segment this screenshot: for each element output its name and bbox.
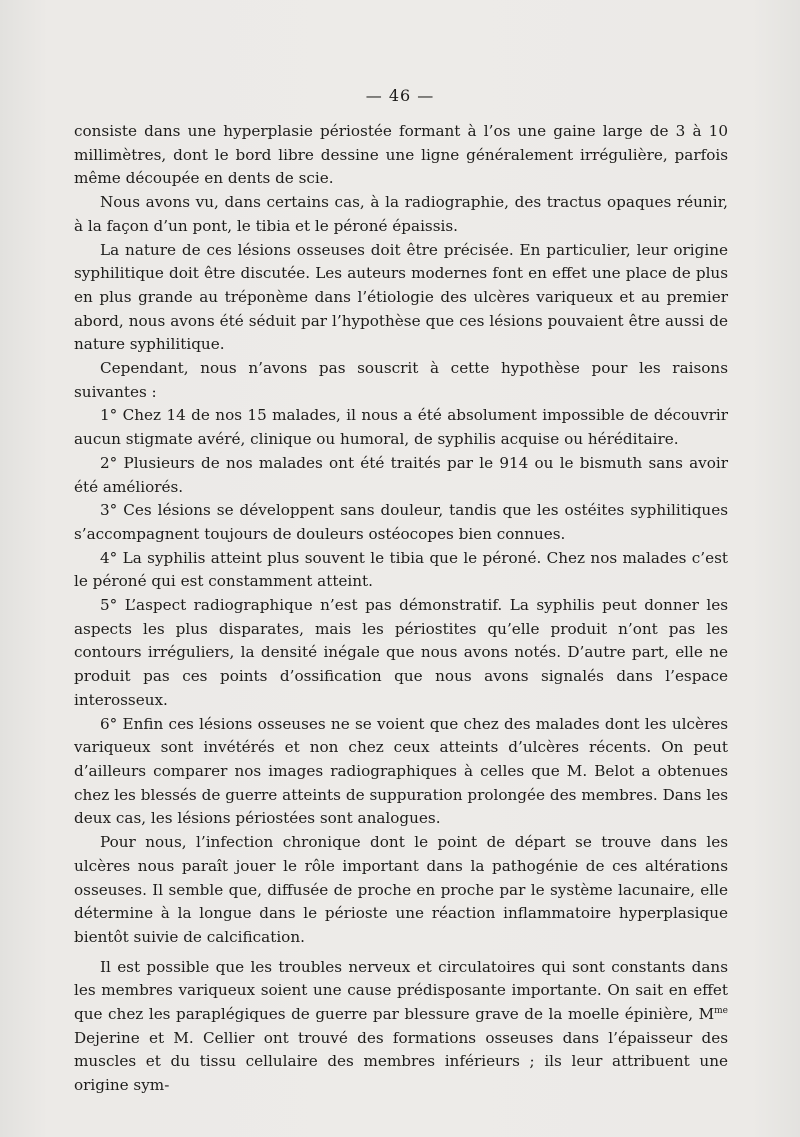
paragraph-reasons-intro: Cependant, nous n’avons pas souscrit à cette hypothèse pour les raisons suivantes : [74, 359, 728, 401]
paragraph-reason-5: 5° L’aspect radiographique n’est pas démonstratif. La syphilis peut donner les aspects les plus disparates, mais les périostites qu’elle produit n’ont pas les contours irréguliers, la densité inégale que nous avons notés. D’autre part, elle ne produit pas ces points d’ossification que nous avons signalés dans l’espace interosseux. [74, 596, 728, 709]
paragraph-text-after-superscript: Dejerine et M. Cellier ont trouvé des formations osseuses dans l’épaisseur des muscles et du tissu cellulaire des membres inférieurs ; ils leur attribuent une origine sym- [74, 1028, 728, 1095]
body-text [74, 120, 728, 1098]
paragraph-reason-1: 1° Chez 14 de nos 15 malades, il nous a été absolument impossible de découvrir aucun stigmate avéré, clinique ou humoral, de syphilis acquise ou héréditaire. [74, 406, 728, 449]
paragraph-nervous-troubles [74, 956, 728, 1098]
paragraph-reason-6: 6° Enfin ces lésions osseuses ne se voient que chez des malades dont les ulcères variqueux sont invétérés et non chez ceux atteints d’ulcères récents. On peut d’ailleurs comparer nos images radiographiques à celles que M. Belot a obtenues chez les blessés de guerre atteints de suppuration prolongée des membres. Dans les deux cas, les lésions périostées sont analogues. [74, 714, 728, 828]
page-number: — 46 — [365, 86, 435, 105]
paragraph-radiography: Nous avons vu, dans certains cas, à la radiographie, des tractus opaques réunir, à la façon d’un pont, le tibia et le péroné épaissis. [74, 193, 728, 235]
paragraph-continuation: consiste dans une hyperplasie périostée formant à l’os une gaine large de 3 à 10 millimètres, dont le bord libre dessine une ligne généralement irrégulière, parfois même découpée en dents de scie. [74, 122, 728, 188]
paragraph-text-before-superscript: Il est possible que les troubles nerveux et circulatoires qui sont constants dans les membres variqueux soient une cause prédisposante importante. On sait en effet que chez les paraplégiques de guerre par blessure grave de la moelle épinière, M [74, 957, 728, 1024]
paragraph-reason-3: 3° Ces lésions se développent sans douleur, tandis que les ostéites syphilitiques s’accompagnent toujours de douleurs ostéocopes bien connues. [74, 501, 728, 543]
paragraph-reason-4: 4° La syphilis atteint plus souvent le tibia que le péroné. Chez nos malades c’est le péroné qui est constamment atteint. [74, 548, 728, 591]
paragraph-reason-2: 2° Plusieurs de nos malades ont été traités par le 914 ou le bismuth sans avoir été améliorés. [74, 453, 728, 496]
paragraph-chronic-infection: Pour nous, l’infection chronique dont le point de départ se trouve dans les ulcères nous paraît jouer le rôle important dans la pathogénie de ces altérations osseuses. Il semble que, diffusée de proche en proche par le système lacunaire, elle détermine à la longue dans le périoste une réaction inflammatoire hyperplasique bientôt suivie de calcification. [74, 833, 728, 946]
paragraph-syphilis-question: La nature de ces lésions osseuses doit être précisée. En particulier, leur origine syphilitique doit être discutée. Les auteurs modernes font en effet une place de plus en plus grande au tréponème dans l’étiologie des ulcères variqueux et au premier abord, nous avons été séduit par l’hypothèse que ces lésions pouvaient être aussi de nature syphilitique. [74, 240, 728, 354]
madame-superscript: me [714, 1005, 728, 1016]
